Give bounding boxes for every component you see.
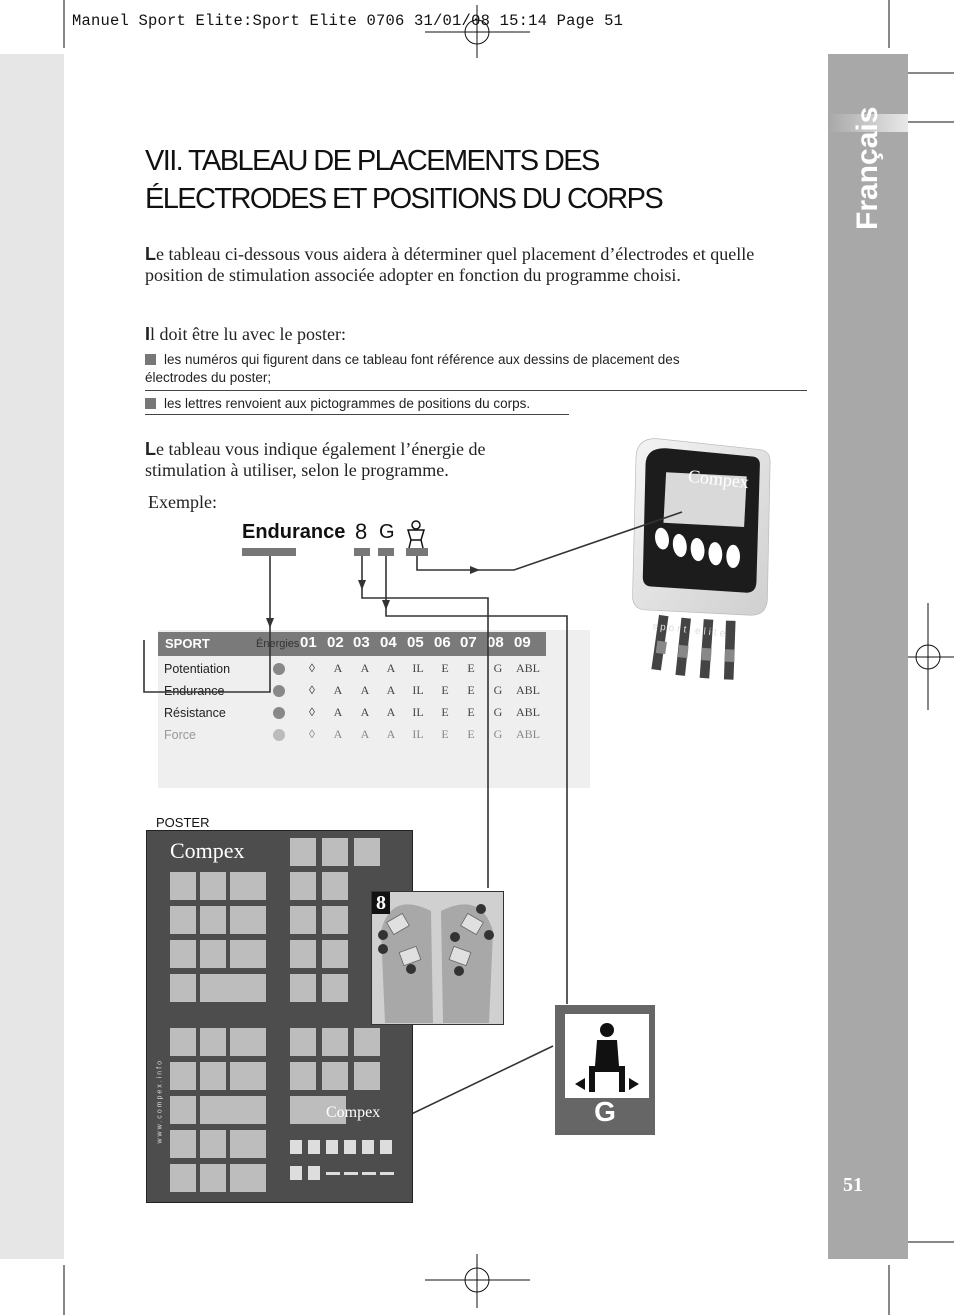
- table-cell: A: [333, 705, 343, 719]
- table-cell: ABL: [516, 661, 540, 675]
- zoom-number-badge: 8: [372, 892, 390, 914]
- poster-dropcap: I: [145, 324, 151, 344]
- column-03: 03: [353, 634, 370, 651]
- table-cell: A: [333, 683, 343, 697]
- table-cell: G: [493, 705, 503, 719]
- table-cell: A: [360, 705, 370, 719]
- table-cell: IL: [412, 661, 424, 675]
- intro-dropcap: L: [145, 244, 156, 264]
- table-cell: ABL: [516, 705, 540, 719]
- table-cell: E: [441, 727, 449, 741]
- energy-text: e tableau vous indique également l’énergie de stimulation à utiliser, selon le programme.: [145, 439, 486, 480]
- table-cell: ◊: [309, 727, 315, 741]
- knee-electrode-drawing: [371, 891, 502, 1023]
- table-cell: E: [467, 683, 475, 697]
- poster-text: l doit être lu avec le poster:: [150, 324, 346, 344]
- table-cell: G: [493, 661, 503, 675]
- title-line-2: ÉLECTRODES ET POSITIONS DU CORPS: [145, 183, 663, 215]
- example-label: Exemple:: [148, 492, 217, 512]
- table-cell: IL: [412, 705, 424, 719]
- language-tab-label: Français: [851, 106, 884, 230]
- bullet-item-2: les lettres renvoient aux pictogrammes de positions du corps.: [145, 395, 575, 413]
- column-06: 06: [434, 634, 451, 651]
- table-cell: A: [386, 727, 396, 741]
- table-cell: A: [360, 727, 370, 741]
- table-cell: ◊: [309, 683, 315, 697]
- table-cell: E: [467, 661, 475, 675]
- table-cell: A: [386, 683, 396, 697]
- device-brand: Compex: [687, 465, 750, 493]
- table-cell: A: [360, 661, 370, 675]
- table-cell: E: [467, 705, 475, 719]
- poster-url: www.compex.info: [156, 1059, 164, 1144]
- table-cell: G: [493, 727, 503, 741]
- poster-logo: Compex: [170, 838, 245, 863]
- row-label-force: Force: [164, 728, 196, 742]
- table-cell: ABL: [516, 727, 540, 741]
- seated-position-icon: [565, 1014, 649, 1098]
- table-cell: A: [333, 661, 343, 675]
- column-07: 07: [460, 634, 477, 651]
- table-cell: E: [441, 683, 449, 697]
- table-cell: E: [441, 661, 449, 675]
- example-number: 8: [355, 519, 368, 544]
- table-cell: ◊: [309, 661, 315, 675]
- pictogram-letter: G: [594, 1096, 616, 1127]
- energy-dropcap: L: [145, 439, 156, 459]
- poster-caption: POSTER: [156, 815, 210, 830]
- poster-logo-small: Compex: [326, 1104, 381, 1121]
- column-05: 05: [407, 634, 424, 651]
- column-08: 08: [487, 634, 504, 651]
- table-header-energies: Énergies: [256, 638, 300, 650]
- table-cell: A: [386, 705, 396, 719]
- bullet-item-1: les numéros qui figurent dans ce tableau font référence aux dessins de placement des électrodes du poster;: [145, 352, 680, 385]
- column-04: 04: [380, 634, 397, 651]
- table-cell: A: [360, 683, 370, 697]
- example-program: Endurance: [242, 521, 346, 543]
- table-cell: IL: [412, 683, 424, 697]
- table-cell: A: [386, 661, 396, 675]
- table-cell: A: [333, 727, 343, 741]
- table-cell: E: [467, 727, 475, 741]
- table-cell: G: [493, 683, 503, 697]
- table-cell: E: [441, 705, 449, 719]
- table-cell: IL: [412, 727, 424, 741]
- column-02: 02: [327, 634, 344, 651]
- column-01: 01: [300, 634, 317, 651]
- column-09: 09: [514, 634, 531, 651]
- table-cell: ABL: [516, 683, 540, 697]
- title-line-1: VII. TABLEAU DE PLACEMENTS DES: [145, 145, 599, 177]
- table-header-sport: SPORT: [165, 636, 210, 651]
- example-letter: G: [379, 521, 395, 543]
- row-label-endurance: Endurance: [164, 684, 225, 698]
- row-label-resistance: Résistance: [164, 706, 226, 720]
- row-label-potentiation: Potentiation: [164, 662, 231, 676]
- print-header: Manuel Sport Elite:Sport Elite 0706 31/01/08 15:14 Page 51: [72, 12, 624, 30]
- intro-text: e tableau ci-dessous vous aidera à déterminer quel placement d’électrodes et quelle position de stimulation associée adopter en fonction du programme choisi.: [145, 244, 755, 285]
- page-number: 51: [843, 1174, 863, 1196]
- table-cell: ◊: [309, 705, 315, 719]
- device-model: sport elite: [651, 621, 729, 640]
